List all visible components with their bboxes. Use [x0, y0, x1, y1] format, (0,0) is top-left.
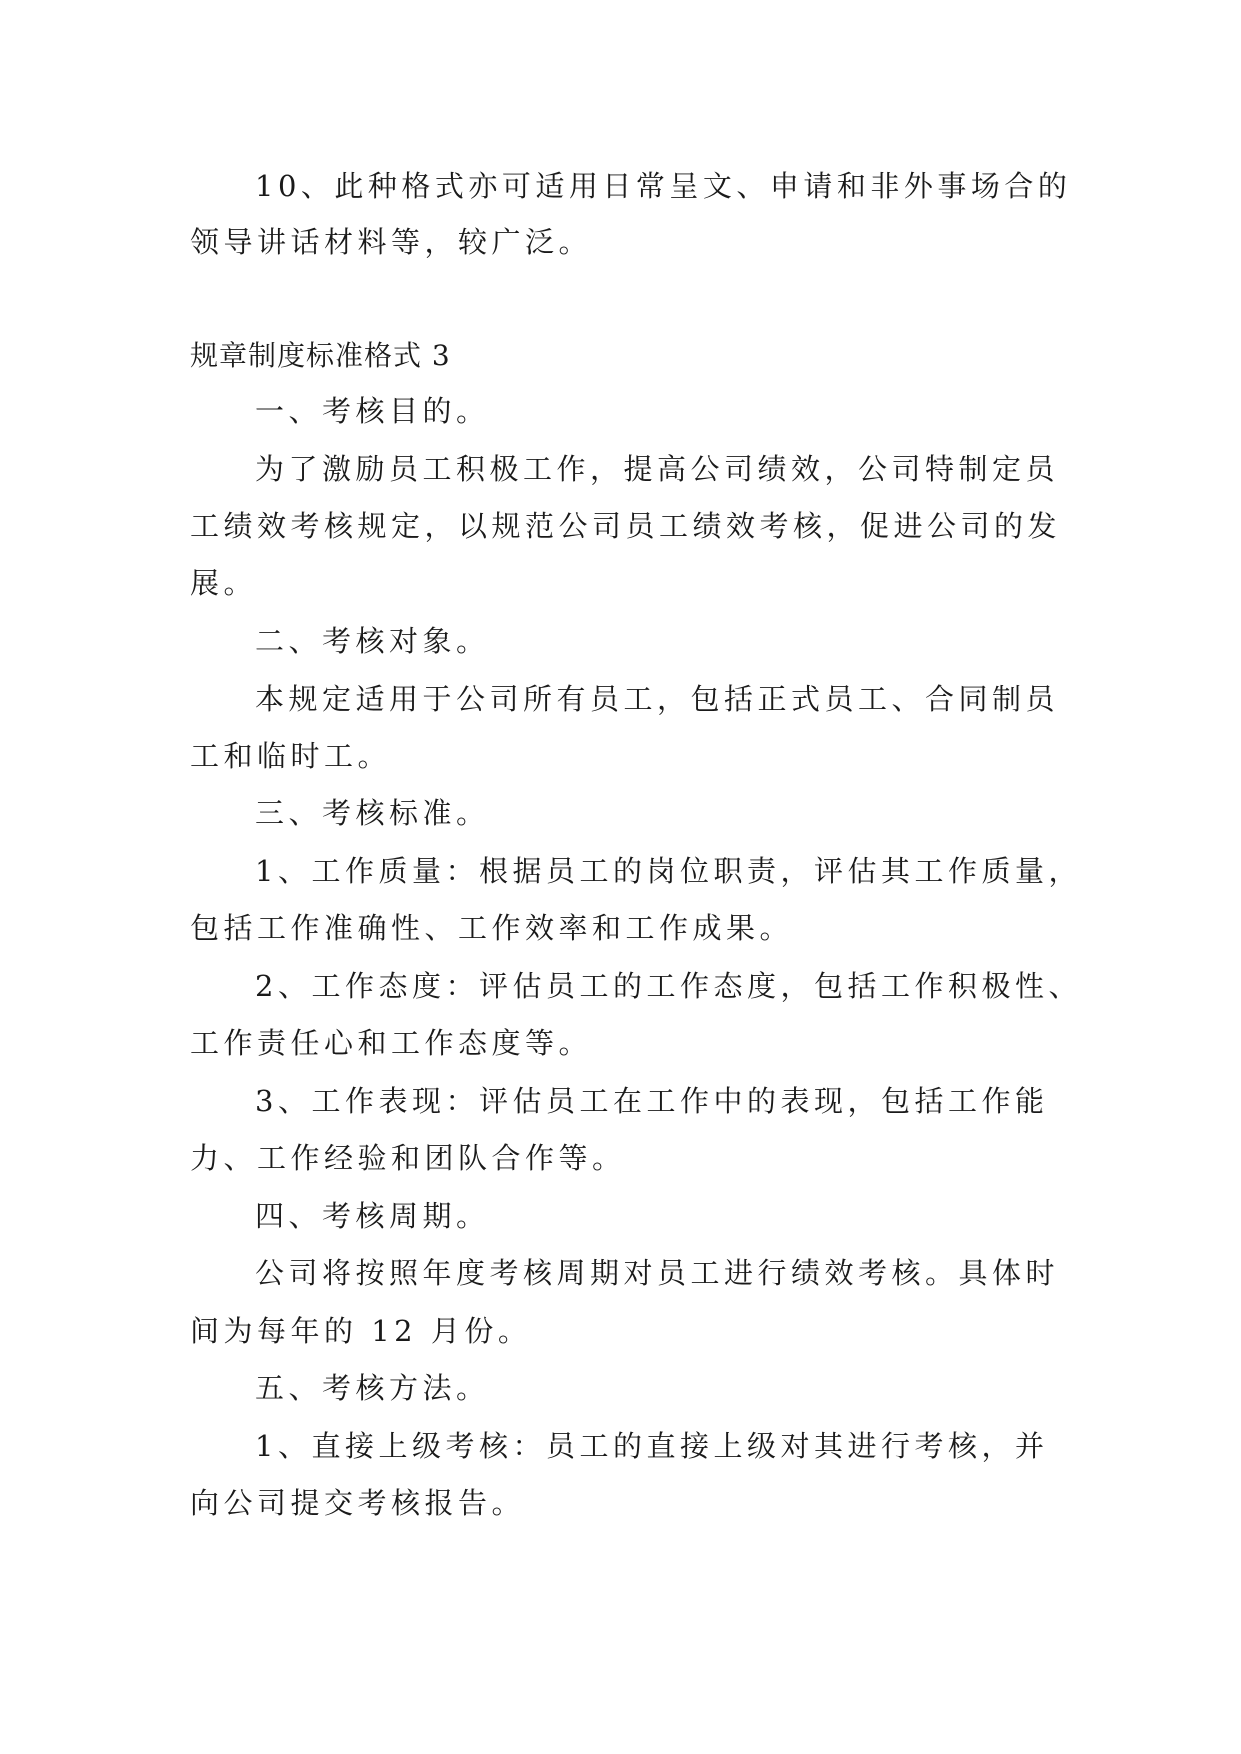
paragraph-line: 1、直接上级考核：员工的直接上级对其进行考核，并 — [255, 1429, 1049, 1463]
paragraph-line: 向公司提交考核报告。 — [190, 1486, 526, 1520]
paragraph-line: 为了激励员工积极工作，提高公司绩效，公司特制定员 — [255, 452, 1060, 486]
paragraph-line: 工绩效考核规定，以规范公司员工绩效考核，促进公司的发 — [190, 509, 1062, 543]
section-title: 规章制度标准格式 3 — [190, 339, 451, 372]
section-heading: 一、考核目的。 — [255, 394, 490, 428]
section-heading: 五、考核方法。 — [255, 1371, 490, 1405]
paragraph-line: 公司将按照年度考核周期对员工进行绩效考核。具体时 — [255, 1256, 1060, 1290]
paragraph-line: 包括工作准确性、工作效率和工作成果。 — [190, 911, 794, 945]
paragraph-line: 3、工作表现：评估员工在工作中的表现，包括工作能 — [255, 1084, 1049, 1118]
paragraph-line: 2、工作态度：评估员工的工作态度，包括工作积极性、 — [255, 969, 1082, 1003]
paragraph-line: 力、工作经验和团队合作等。 — [190, 1141, 626, 1175]
section-heading: 四、考核周期。 — [255, 1199, 490, 1233]
section-heading: 三、考核标准。 — [255, 796, 490, 830]
paragraph-line: 10、此种格式亦可适用日常呈文、申请和非外事场合的 — [255, 169, 1072, 203]
paragraph-line: 工和临时工。 — [190, 739, 392, 773]
paragraph-line: 工作责任心和工作态度等。 — [190, 1026, 593, 1060]
section-heading: 二、考核对象。 — [255, 624, 490, 658]
paragraph-line: 本规定适用于公司所有员工，包括正式员工、合同制员 — [255, 682, 1060, 716]
paragraph-line: 1、工作质量：根据员工的岗位职责，评估其工作质量， — [255, 854, 1082, 888]
paragraph-line: 展。 — [190, 566, 258, 600]
paragraph-line: 领导讲话材料等，较广泛。 — [190, 225, 593, 259]
paragraph-line: 间为每年的 12 月份。 — [190, 1314, 532, 1348]
